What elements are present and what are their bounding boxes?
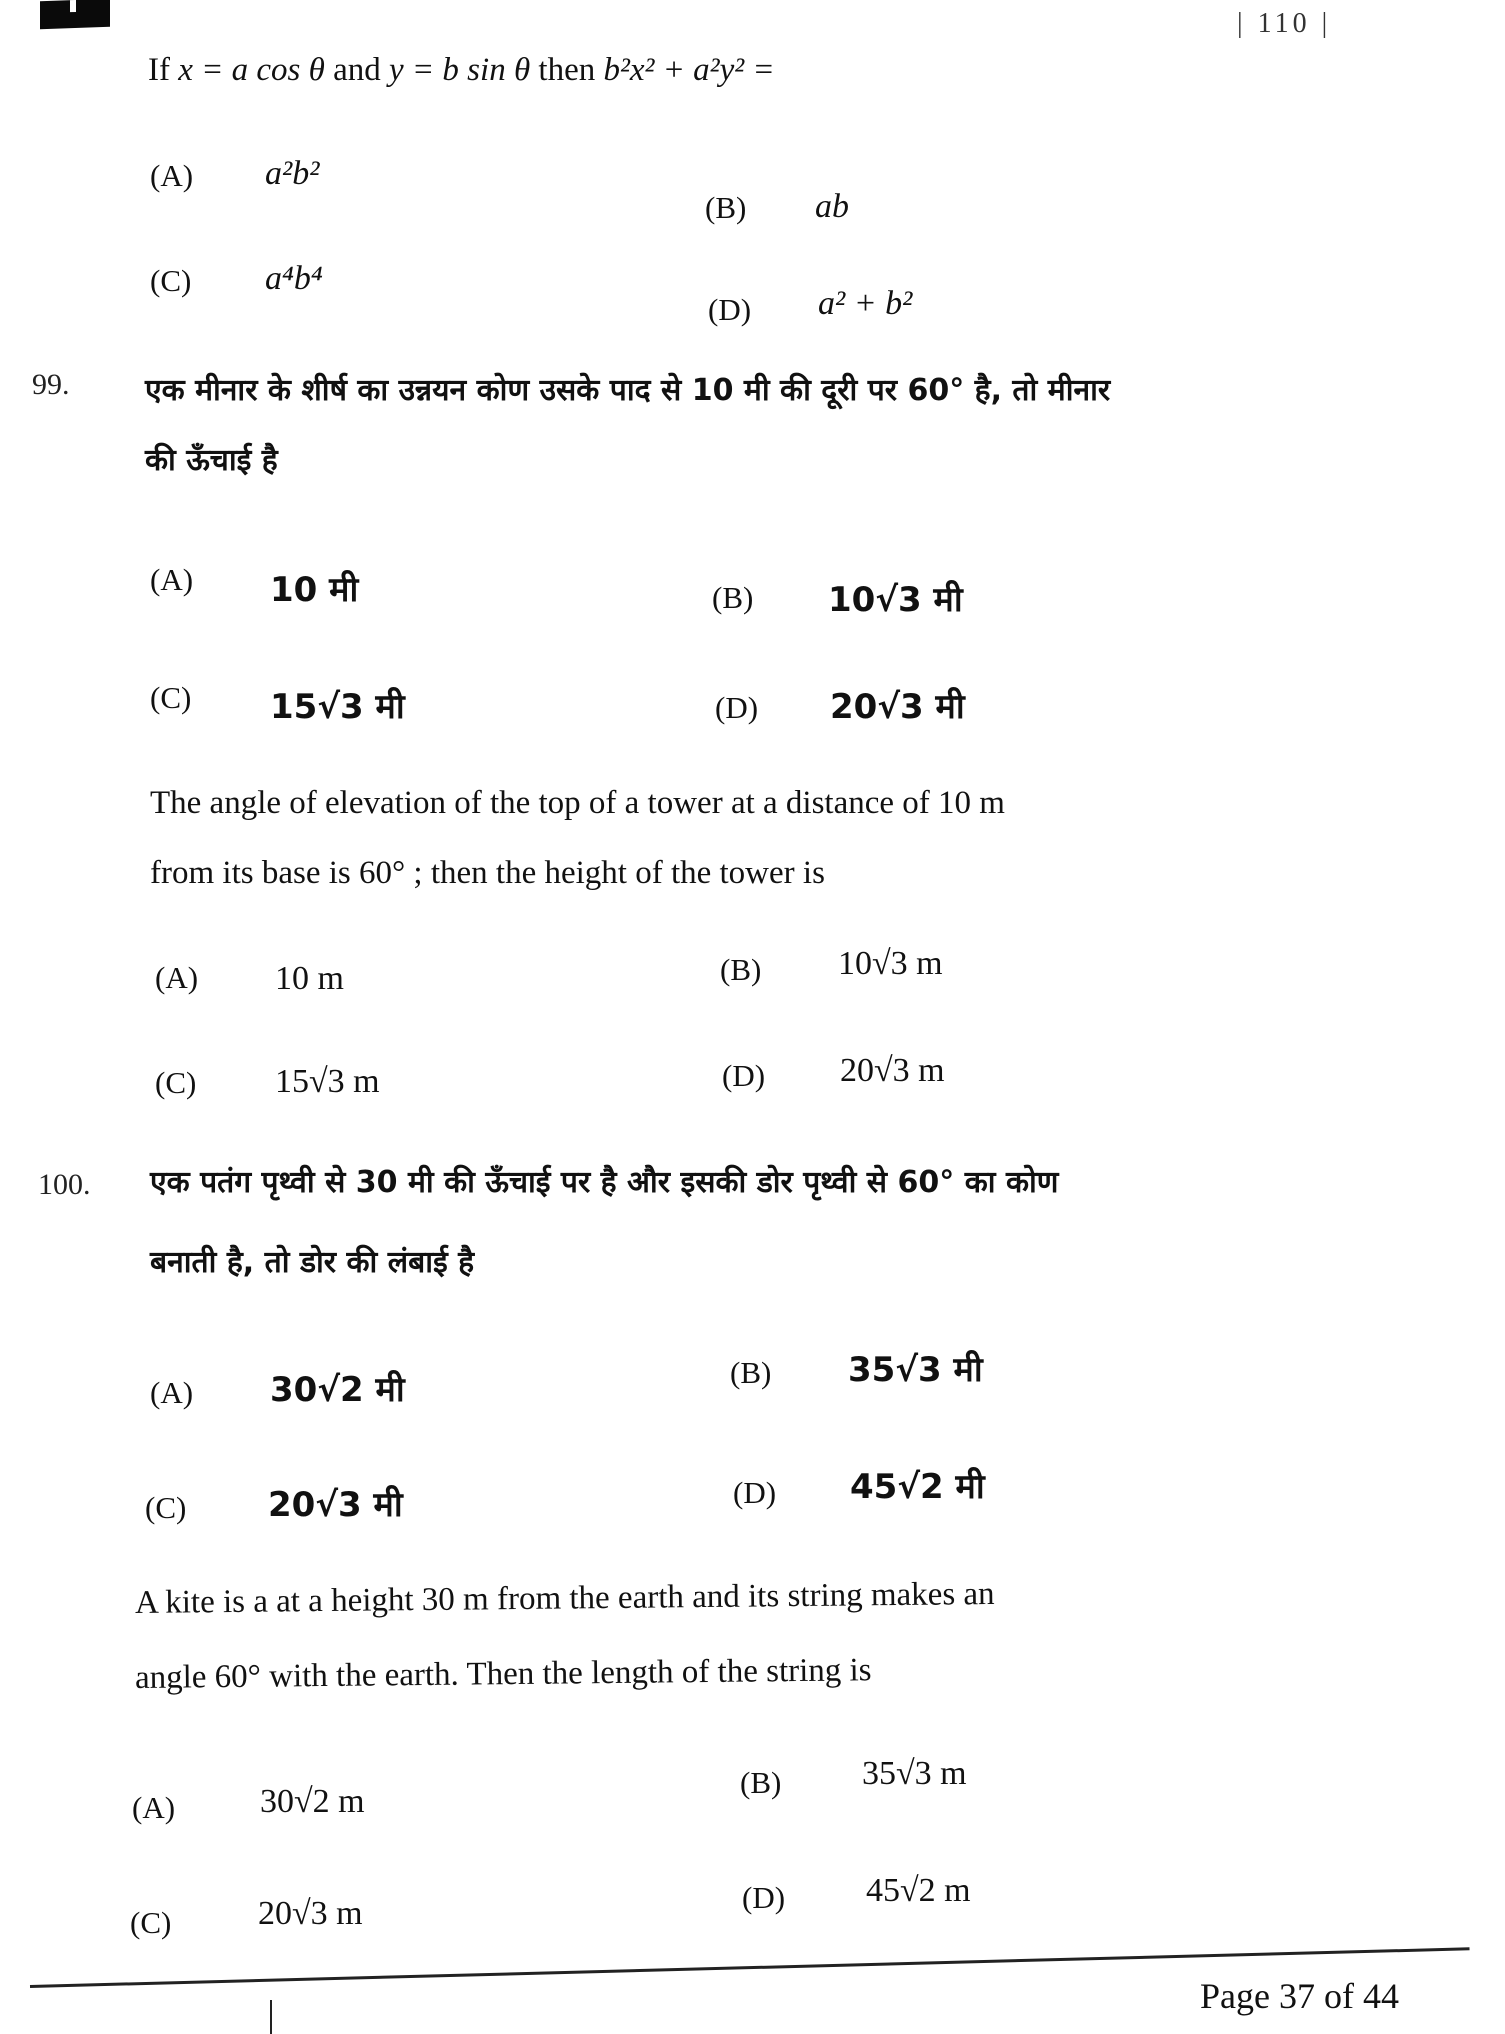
question-100-hindi-line2: बनाती है, तो डोर की लंबाई है [150, 1245, 475, 1280]
q99-english-option-a-value: 10 m [275, 960, 344, 997]
footer-tick [270, 2000, 272, 2034]
q99-hindi-option-c-label: (C) [150, 680, 192, 715]
q98-option-d-value: a² + b² [818, 285, 913, 322]
q100-hindi-option-c-label: (C) [145, 1490, 187, 1525]
q100-english-option-d-label: (D) [742, 1880, 786, 1915]
q98-option-b-label: (B) [705, 190, 747, 225]
q100-hindi-option-d-label: (D) [733, 1475, 777, 1510]
q99-english-option-b-label: (B) [720, 952, 762, 987]
q99-english-option-a-label: (A) [155, 960, 199, 995]
q100-english-option-a-value: 30√2 m [260, 1783, 365, 1820]
q98-option-b-value: ab [815, 188, 849, 225]
page-tab-marker [40, 0, 110, 29]
question-98-text: If x = a cos θ and y = b sin θ then b²x² + a²y² = [148, 52, 775, 88]
q100-hindi-option-c-value: 20√3 मी [268, 1485, 403, 1525]
q99-hindi-option-b-value: 10√3 मी [828, 580, 963, 620]
q100-hindi-option-b-label: (B) [730, 1355, 772, 1390]
q99-english-option-c-value: 15√3 m [275, 1063, 380, 1100]
q100-english-option-b-value: 35√3 m [862, 1755, 967, 1792]
q99-hindi-option-a-value: 10 मी [270, 570, 359, 610]
question-100-hindi-line1: एक पतंग पृथ्वी से 30 मी की ऊँचाई पर है और इसकी डोर पृथ्वी से 60° का कोण [150, 1165, 1059, 1200]
q100-hindi-option-b-value: 35√3 मी [848, 1350, 983, 1390]
question-100-english-line1: A kite is a at a height 30 m from the earth and its string makes an [134, 1575, 995, 1621]
q99-english-option-d-value: 20√3 m [840, 1052, 945, 1089]
q99-hindi-option-d-label: (D) [715, 690, 759, 725]
q100-english-option-c-value: 20√3 m [258, 1895, 363, 1932]
q99-english-option-c-label: (C) [155, 1065, 197, 1100]
question-99-english-line2: from its base is 60° ; then the height of the tower is [150, 855, 825, 891]
q99-hindi-option-c-value: 15√3 मी [270, 687, 405, 727]
q99-hindi-option-d-value: 20√3 मी [830, 687, 965, 727]
page-number: Page 37 of 44 [1200, 1976, 1399, 2016]
q100-english-option-d-value: 45√2 m [866, 1872, 971, 1909]
page-reference: | 110 | [1237, 8, 1332, 39]
q98-option-c-label: (C) [150, 263, 192, 298]
question-100-english-line2: angle 60° with the earth. Then the length of the string is [134, 1652, 872, 1696]
q98-option-a-value: a²b² [265, 155, 320, 192]
q98-option-c-value: a⁴b⁴ [265, 260, 323, 297]
q100-english-option-c-label: (C) [130, 1905, 172, 1940]
q98-option-d-label: (D) [708, 292, 752, 327]
question-99-hindi-line2: की ऊँचाई है [145, 443, 278, 478]
question-100-number: 100. [38, 1168, 91, 1201]
question-99-hindi-line1: एक मीनार के शीर्ष का उन्नयन कोण उसके पाद से 10 मी की दूरी पर 60° है, तो मीनार [145, 373, 1111, 408]
q99-english-option-b-value: 10√3 m [838, 945, 943, 982]
q100-hindi-option-d-value: 45√2 मी [850, 1467, 985, 1507]
q98-option-a-label: (A) [150, 158, 194, 193]
question-99-number: 99. [32, 368, 70, 401]
q99-hindi-option-b-label: (B) [712, 580, 754, 615]
q100-english-option-b-label: (B) [740, 1765, 782, 1800]
q99-english-option-d-label: (D) [722, 1058, 766, 1093]
q100-hindi-option-a-label: (A) [150, 1375, 194, 1410]
q100-english-option-a-label: (A) [132, 1790, 176, 1825]
q99-hindi-option-a-label: (A) [150, 562, 194, 597]
question-99-english-line1: The angle of elevation of the top of a tower at a distance of 10 m [150, 785, 1005, 821]
q100-hindi-option-a-value: 30√2 मी [270, 1370, 405, 1410]
